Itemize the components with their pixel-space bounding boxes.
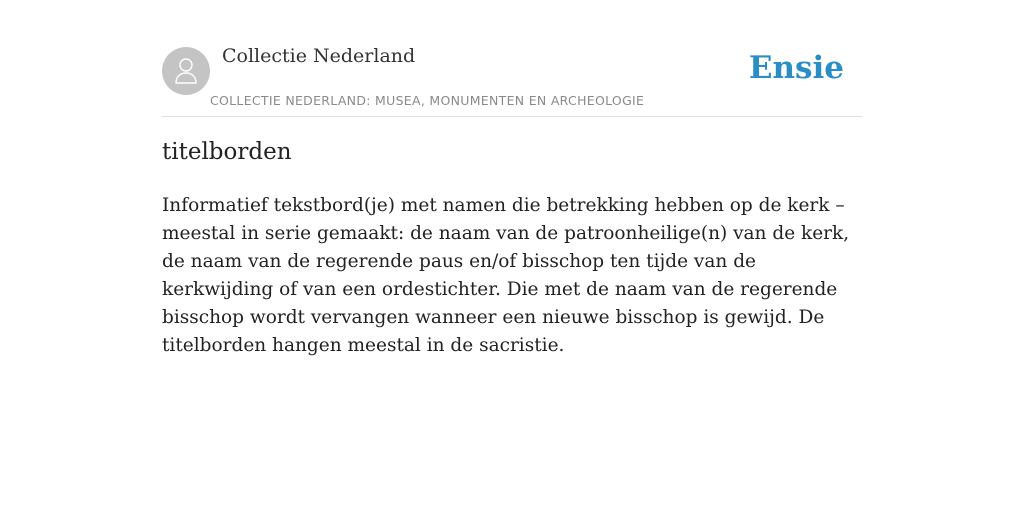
source-name[interactable]: COLLECTIE NEDERLAND: MUSEA, MONUMENTEN EN ARCHEOLOGIE — [210, 93, 645, 108]
ensie-logo[interactable]: Ensie — [748, 50, 844, 86]
avatar[interactable] — [162, 47, 210, 95]
entry-term: titelborden — [162, 139, 292, 165]
entry-definition: Informatief tekstbord(je) met namen die betrekking hebben op de kerk – meestal in serie gemaakt: de naam van de patroonheilige(n) van de kerk, de naam van de regerende paus en/of bisschop ten tijde van de kerkwijding of van een ordestichter. Die met de naam van de regerende bisschop wordt vervangen wanneer een nieuwe bisschop is gewijd. De titelborden hangen meestal in de sacristie. — [162, 195, 850, 356]
entry-card — [162, 0, 862, 356]
entry-header — [162, 0, 862, 117]
user-icon — [172, 56, 200, 86]
author-name[interactable]: Collectie Nederland — [222, 45, 416, 67]
